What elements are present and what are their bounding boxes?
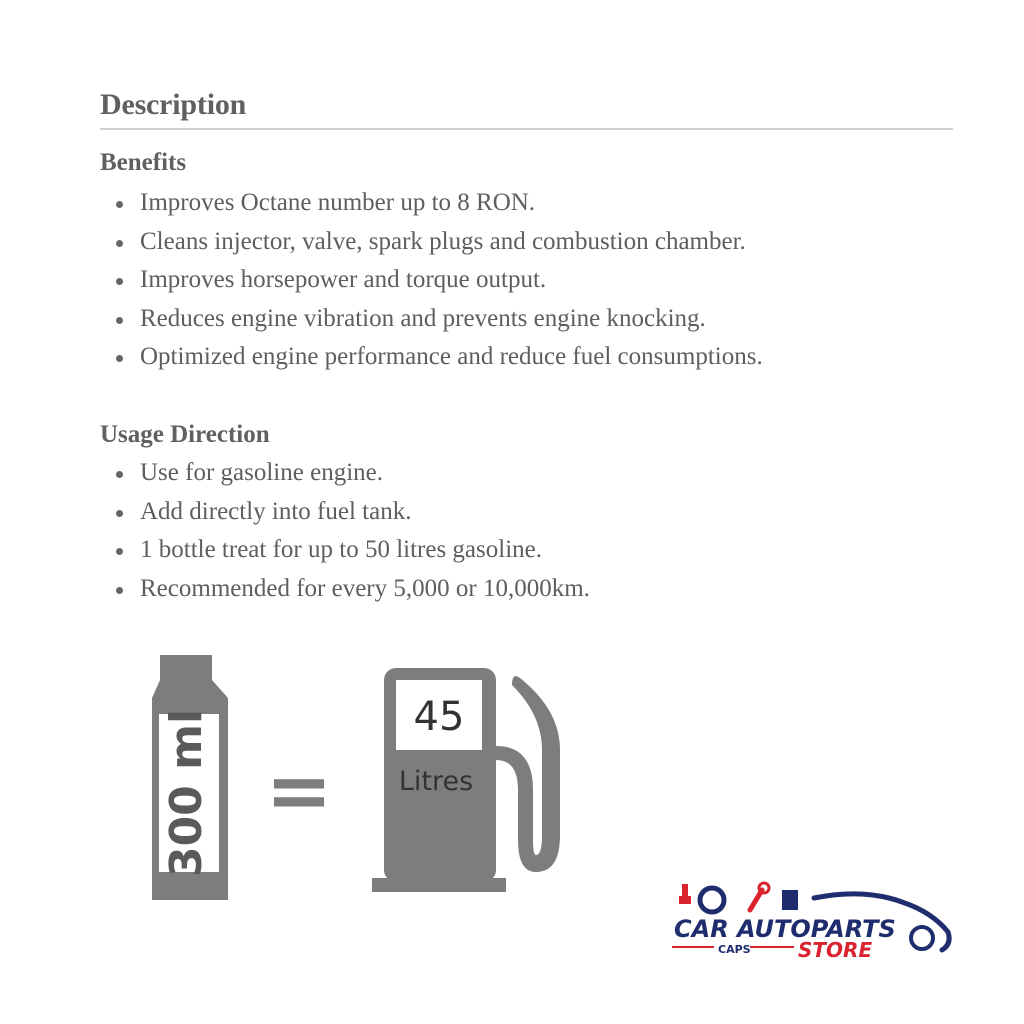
dosage-infographic [140, 650, 600, 910]
usage-heading: Usage Direction [100, 421, 270, 448]
list-item: Use for gasoline engine. [100, 454, 590, 493]
piston-icon [782, 890, 798, 910]
list-item: Improves Octane number up to 8 RON. [100, 184, 763, 223]
title-divider [100, 128, 953, 130]
tire-icon [700, 888, 724, 912]
benefits-heading: Benefits [100, 149, 187, 176]
bottle-volume-label: 300 ml [161, 708, 212, 878]
equals-icon: = [265, 743, 333, 837]
logo-store: STORE [798, 938, 873, 962]
list-item: Recommended for every 5,000 or 10,000km. [100, 570, 590, 609]
fuel-pump-icon [372, 668, 560, 892]
benefits-list [100, 184, 763, 377]
list-item: Add directly into fuel tank. [100, 493, 590, 532]
logo-caps: CAPS [718, 943, 751, 956]
list-item: 1 bottle treat for up to 50 litres gasoline. [100, 531, 590, 570]
logo-line1: CAR AUTOPARTS [674, 915, 896, 943]
description-title: Description [100, 88, 247, 121]
usage-list [100, 454, 590, 608]
pump-amount: 45 [413, 694, 465, 740]
bottle-icon [152, 655, 228, 900]
list-item: Improves horsepower and torque output. [100, 261, 763, 300]
list-item: Cleans injector, valve, spark plugs and combustion chamber. [100, 223, 763, 262]
spark-plug-icon [679, 884, 691, 904]
wrench-icon [750, 883, 769, 910]
pump-unit: Litres [398, 766, 474, 797]
car-autoparts-store-logo [664, 880, 954, 965]
list-item: Reduces engine vibration and prevents engine knocking. [100, 300, 763, 339]
list-item: Optimized engine performance and reduce fuel consumptions. [100, 338, 763, 377]
